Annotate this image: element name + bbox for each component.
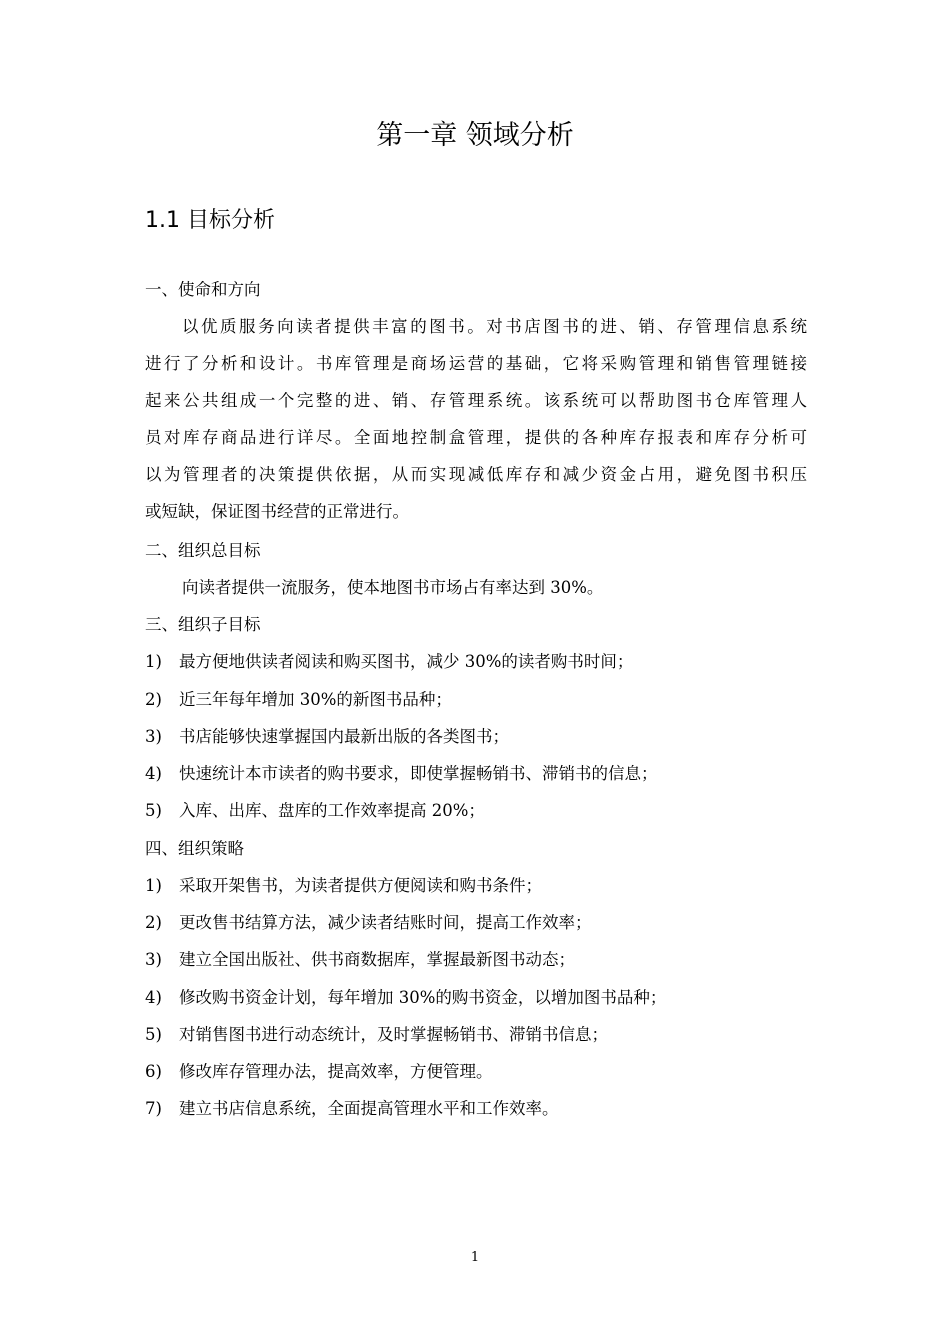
list-item-text: 建立全国出版社、供书商数据库，掌握最新图书动态；: [179, 950, 575, 969]
section-title: 1.1 目标分析: [145, 208, 275, 233]
list-item-text: 修改购书资金计划，每年增加 30%的购书资金，以增加图书品种；: [179, 988, 667, 1007]
list-item: [145, 762, 658, 786]
overall-goal-text: 向读者提供一流服务，使本地图书市场占有率达到 30%。: [182, 578, 604, 597]
mission-paragraph-line: 以优质服务向读者提供丰富的图书。对书店图书的进、销、存管理信息系统: [182, 317, 807, 336]
list-item-text: 对销售图书进行动态统计，及时掌握畅销书、滞销书信息；: [179, 1025, 608, 1044]
strategy-heading: 四、组织策略: [145, 839, 244, 858]
mission-paragraph-line: 或短缺，保证图书经营的正常进行。: [145, 502, 409, 521]
list-item: [145, 986, 666, 1010]
mission-paragraph-line: 以为管理者的决策提供依据，从而实现减低库存和减少资金占用，避免图书积压: [145, 465, 807, 484]
mission-paragraph-line: 起来公共组成一个完整的进、销、存管理系统。该系统可以帮助图书仓库管理人: [145, 391, 807, 410]
list-item-number: 1): [145, 652, 162, 671]
sub-goals-heading: 三、组织子目标: [145, 615, 261, 634]
list-item-number: 6): [145, 1062, 162, 1081]
list-item-number: 3): [145, 950, 162, 969]
list-item-number: 2): [145, 913, 162, 932]
list-item-text: 快速统计本市读者的购书要求，即使掌握畅销书、滞销书的信息；: [179, 764, 658, 783]
list-item: [145, 799, 485, 823]
page-number: 1: [470, 1250, 480, 1265]
list-item-text: 书店能够快速掌握国内最新出版的各类图书；: [179, 727, 509, 746]
list-item-text: 建立书店信息系统，全面提高管理水平和工作效率。: [179, 1099, 559, 1118]
list-item-text: 近三年每年增加 30%的新图书品种；: [179, 690, 452, 709]
list-item-number: 4): [145, 764, 162, 783]
list-item: [145, 1023, 608, 1047]
mission-paragraph-line: 员对库存商品进行详尽。全面地控制盒管理，提供的各种库存报表和库存分析可: [145, 428, 807, 447]
mission-paragraph-line: 进行了分析和设计。书库管理是商场运营的基础，它将采购管理和销售管理链接: [145, 354, 807, 373]
chapter-title: 第一章 领域分析: [376, 120, 574, 151]
list-item-text: 修改库存管理办法，提高效率，方便管理。: [179, 1062, 493, 1081]
list-item: [145, 948, 575, 972]
mission-heading: 一、使命和方向: [145, 280, 261, 299]
list-item-number: 2): [145, 690, 162, 709]
list-item: [145, 1097, 559, 1121]
list-item: [145, 1060, 493, 1084]
list-item-text: 采取开架售书，为读者提供方便阅读和购书条件；: [179, 876, 542, 895]
list-item: [145, 874, 542, 898]
list-item-number: 5): [145, 1025, 162, 1044]
list-item: [145, 688, 452, 712]
list-item: [145, 911, 592, 935]
list-item-number: 4): [145, 988, 162, 1007]
list-item-number: 3): [145, 727, 162, 746]
list-item: [145, 650, 633, 674]
list-item-text: 入库、出库、盘库的工作效率提高 20%；: [179, 801, 485, 820]
overall-goal-heading: 二、组织总目标: [145, 541, 261, 560]
list-item: [145, 725, 509, 749]
list-item-text: 更改售书结算方法，减少读者结账时间，提高工作效率；: [179, 913, 592, 932]
list-item-number: 7): [145, 1099, 162, 1118]
list-item-number: 1): [145, 876, 162, 895]
list-item-text: 最方便地供读者阅读和购买图书，减少 30%的读者购书时间；: [179, 652, 634, 671]
list-item-number: 5): [145, 801, 162, 820]
